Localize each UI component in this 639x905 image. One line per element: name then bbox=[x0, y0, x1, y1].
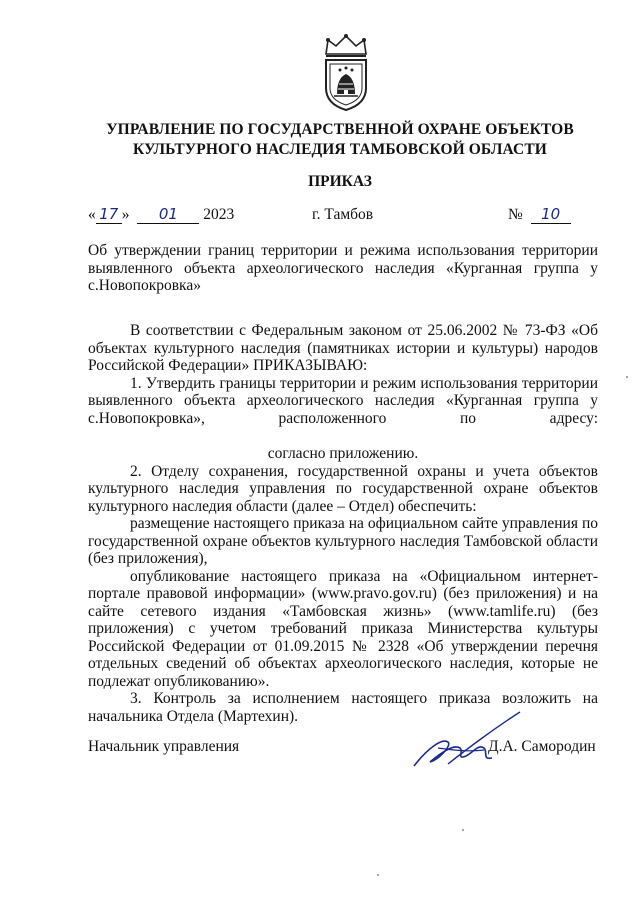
date-month: 01 bbox=[137, 205, 199, 224]
scan-speck bbox=[462, 829, 464, 831]
document-type: ПРИКАЗ bbox=[308, 173, 372, 190]
paragraph-item-2: 2. Отделу сохранения, государственной охраны и учета объектов культурного наследия управления по государственной охране объектов культурного наследия области (далее – Отдел) обеспечить: bbox=[88, 462, 598, 515]
date-open-quote: « bbox=[88, 206, 96, 223]
date-day: 17 bbox=[96, 205, 122, 224]
order-city: г. Тамбов bbox=[312, 206, 374, 223]
signatory-position: Начальник управления bbox=[88, 738, 240, 755]
signatory-name: Д.А. Самородин bbox=[488, 738, 596, 755]
organization-name bbox=[80, 120, 600, 160]
order-date bbox=[88, 204, 234, 226]
paragraph-item-3: 3. Контроль за исполнением настоящего приказа возложить на начальника Отдела (Мартехин). bbox=[88, 690, 598, 725]
tambov-coat-of-arms-icon bbox=[318, 34, 374, 112]
order-subject: Об утверждении границ территории и режима использования территории выявленного объекта археологического наследия «Курганная группа у с.Новопокровка» bbox=[88, 242, 598, 294]
organization-line-1: УПРАВЛЕНИЕ ПО ГОСУДАРСТВЕННОЙ ОХРАНЕ ОБЪЕКТОВ bbox=[106, 121, 574, 138]
organization-line-2: КУЛЬТУРНОГО НАСЛЕДИЯ ТАМБОВСКОЙ ОБЛАСТИ bbox=[133, 141, 547, 158]
date-year: 2023 bbox=[203, 206, 235, 223]
order-body bbox=[88, 322, 598, 725]
paragraph-preamble: В соответствии с Федеральным законом от 25.06.2002 № 73-ФЗ «Об объектах культурного наследия (памятниках истории и культуры) народов Российской Федерации» ПРИКАЗЫВАЮ: bbox=[88, 322, 598, 374]
scan-speck bbox=[626, 376, 628, 378]
date-close-quote: » bbox=[121, 206, 130, 223]
paragraph-item-1-tail: согласно приложению. bbox=[267, 445, 419, 462]
scan-speck bbox=[377, 874, 379, 876]
order-number bbox=[508, 204, 571, 226]
paragraph-website: размещение настоящего приказа на официальном сайте управления по государственной охране объектов культурного наследия Тамбовской области (без приложения), bbox=[88, 515, 598, 567]
paragraph-publication: опубликование настоящего приказа на «Официальном интернет-портале правовой информации» (www.pravo.gov.ru) (без приложения) и на сайте сетевого издания «Тамбовская жизнь» (www.tamlife.ru) (без приложения) с учетом требований приказа Министерства культуры Российской Федерации от 01.09.2015 № 2328 «Об утверждении перечня отдельных сведений об объектах археологического наследия, которые не подлежат опубликованию». bbox=[88, 567, 598, 690]
number-sign: № bbox=[508, 206, 523, 223]
paragraph-item-1: 1. Утвердить границы территории и режим использования территории выявленного объекта археологического наследия «Курганная группа у с.Новопокровка», расположенного по адресу: bbox=[88, 374, 598, 427]
number-value: 10 bbox=[531, 205, 571, 224]
